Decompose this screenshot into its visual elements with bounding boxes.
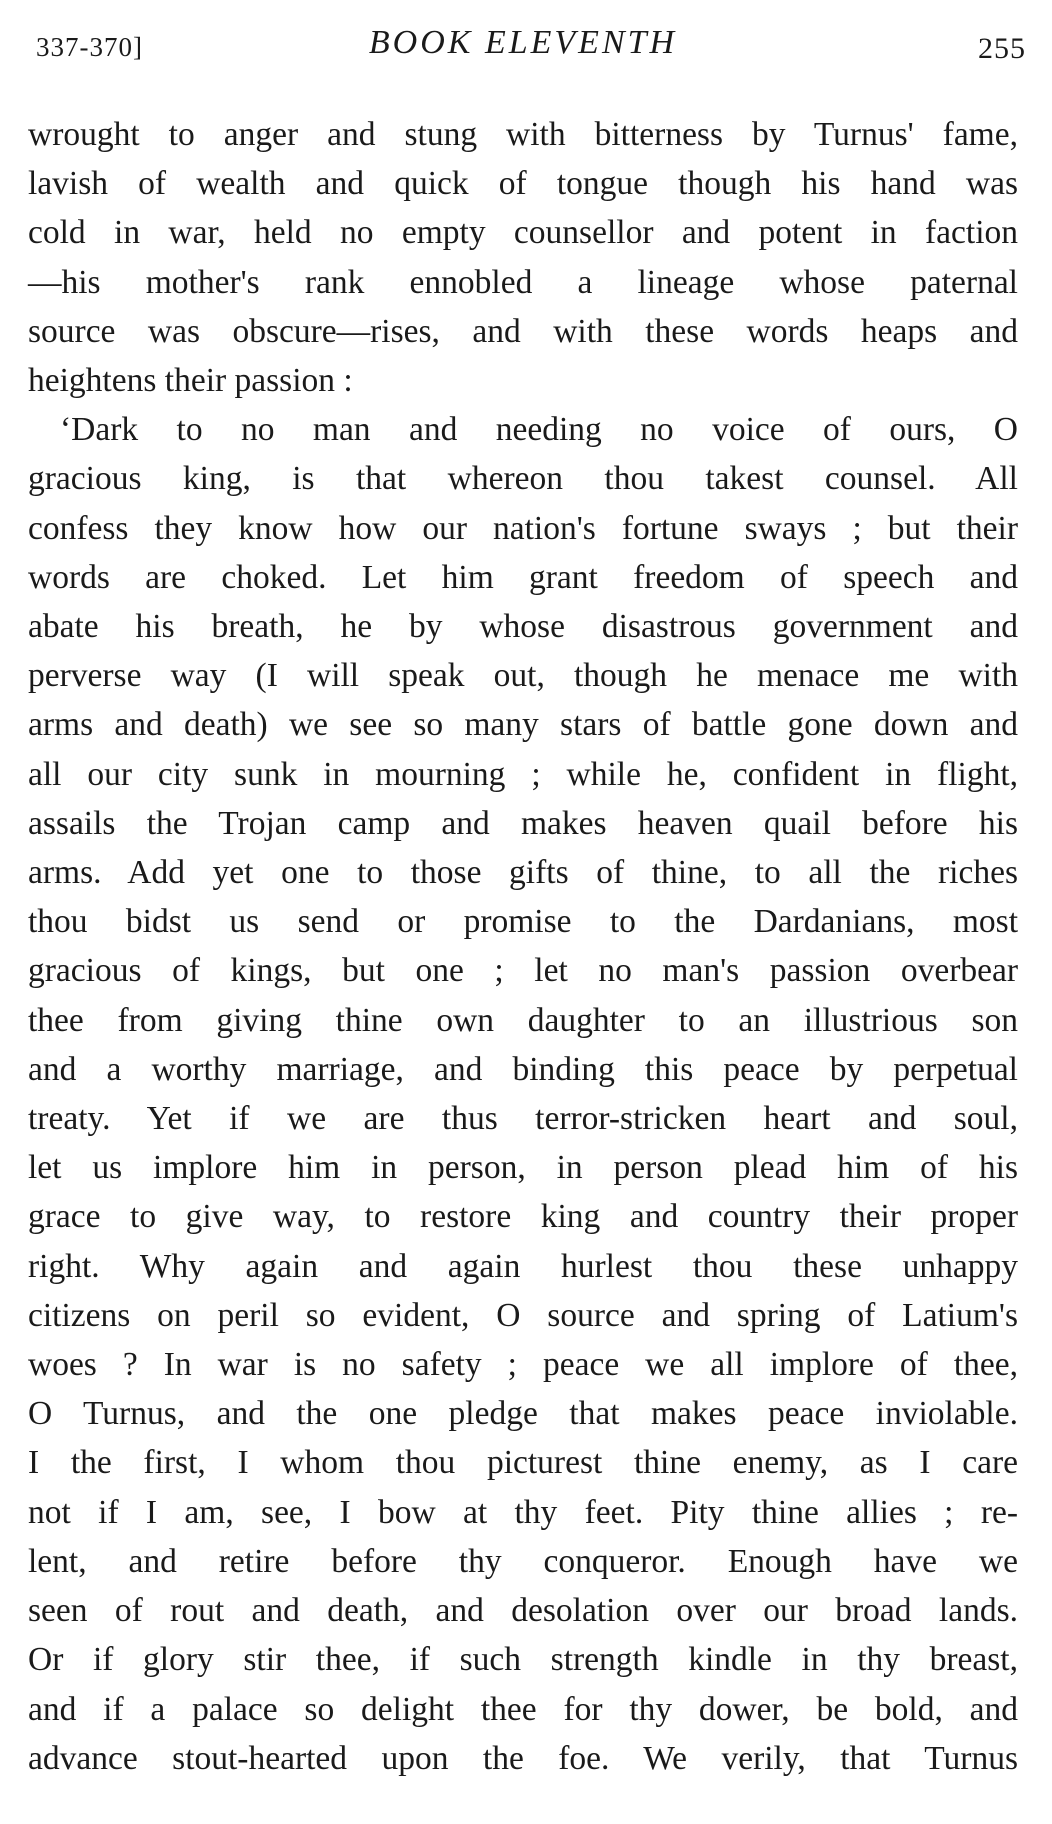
- running-head: [28, 18, 1026, 78]
- text-line: and a worthy marriage, and binding this peace by perpetual: [28, 1050, 1018, 1088]
- text-line: Or if glory stir thee, if such strength kindle in thy breast,: [28, 1641, 1018, 1679]
- text-line: words are choked. Let him grant freedom of speech and: [28, 558, 1018, 596]
- text-line: and if a palace so delight thee for thy dower, be bold, and: [28, 1690, 1018, 1728]
- text-line: right. Why again and again hurlest thou these unhappy: [28, 1247, 1018, 1285]
- text-line: assails the Trojan camp and makes heaven quail before his: [28, 804, 1018, 842]
- text-line: all our city sunk in mourning ; while he, confident in flight,: [28, 755, 1018, 793]
- text-line: heightens their passion :: [28, 362, 353, 400]
- text-line: —his mother's rank ennobled a lineage whose paternal: [28, 263, 1018, 301]
- text-line: cold in war, held no empty counsellor and potent in faction: [28, 214, 1018, 252]
- text-line: abate his breath, he by whose disastrous government and: [28, 608, 1018, 646]
- text-line: wrought to anger and stung with bitterness by Turnus' fame,: [28, 116, 1018, 153]
- book-page: [28, 18, 1026, 1783]
- paragraph: [28, 405, 1018, 1783]
- text-line: not if I am, see, I bow at thy feet. Pity thine allies ; re-: [28, 1493, 1018, 1531]
- text-line: let us implore him in person, in person plead him of his: [28, 1149, 1018, 1187]
- text-line: gracious king, is that whereon thou takest counsel. All: [28, 460, 1018, 498]
- text-line: perverse way (I will speak out, though he menace me with: [28, 657, 1018, 695]
- text-line: source was obscure—rises, and with these words heaps and: [28, 312, 1018, 350]
- text-line: thee from giving thine own daughter to an illustrious son: [28, 1001, 1018, 1039]
- text-line: advance stout-hearted upon the foe. We verily, that Turnus: [28, 1739, 1018, 1777]
- text-line: O Turnus, and the one pledge that makes peace inviolable.: [28, 1395, 1018, 1433]
- text-line: thou bidst us send or promise to the Dardanians, most: [28, 903, 1018, 941]
- text-line: gracious of kings, but one ; let no man's passion overbear: [28, 952, 1018, 990]
- text-line: lavish of wealth and quick of tongue though his hand was: [28, 165, 1018, 203]
- text-line: treaty. Yet if we are thus terror-stricken heart and soul,: [28, 1100, 1018, 1138]
- text-line: ‘Dark to no man and needing no voice of ours, O: [60, 411, 1018, 449]
- text-line: arms and death) we see so many stars of battle gone down and: [28, 706, 1018, 744]
- text-line: woes ? In war is no safety ; peace we all implore of thee,: [28, 1346, 1018, 1384]
- line-range: 337-370]: [36, 32, 143, 62]
- text-line: confess they know how our nation's fortune sways ; but their: [28, 509, 1018, 547]
- text-line: lent, and retire before thy conqueror. Enough have we: [28, 1542, 1018, 1580]
- text-line: arms. Add yet one to those gifts of thine, to all the riches: [28, 854, 1018, 892]
- text-line: grace to give way, to restore king and country their proper: [28, 1198, 1018, 1236]
- text-line: citizens on peril so evident, O source and spring of Latium's: [28, 1296, 1018, 1334]
- running-title: BOOK ELEVENTH: [368, 24, 678, 61]
- body-text: [28, 110, 1018, 1783]
- text-line: seen of rout and death, and desolation over our broad lands.: [28, 1592, 1018, 1630]
- text-line: I the first, I whom thou picturest thine enemy, as I care: [28, 1444, 1018, 1482]
- paragraph: [28, 110, 1018, 405]
- page-number: 255: [978, 32, 1026, 65]
